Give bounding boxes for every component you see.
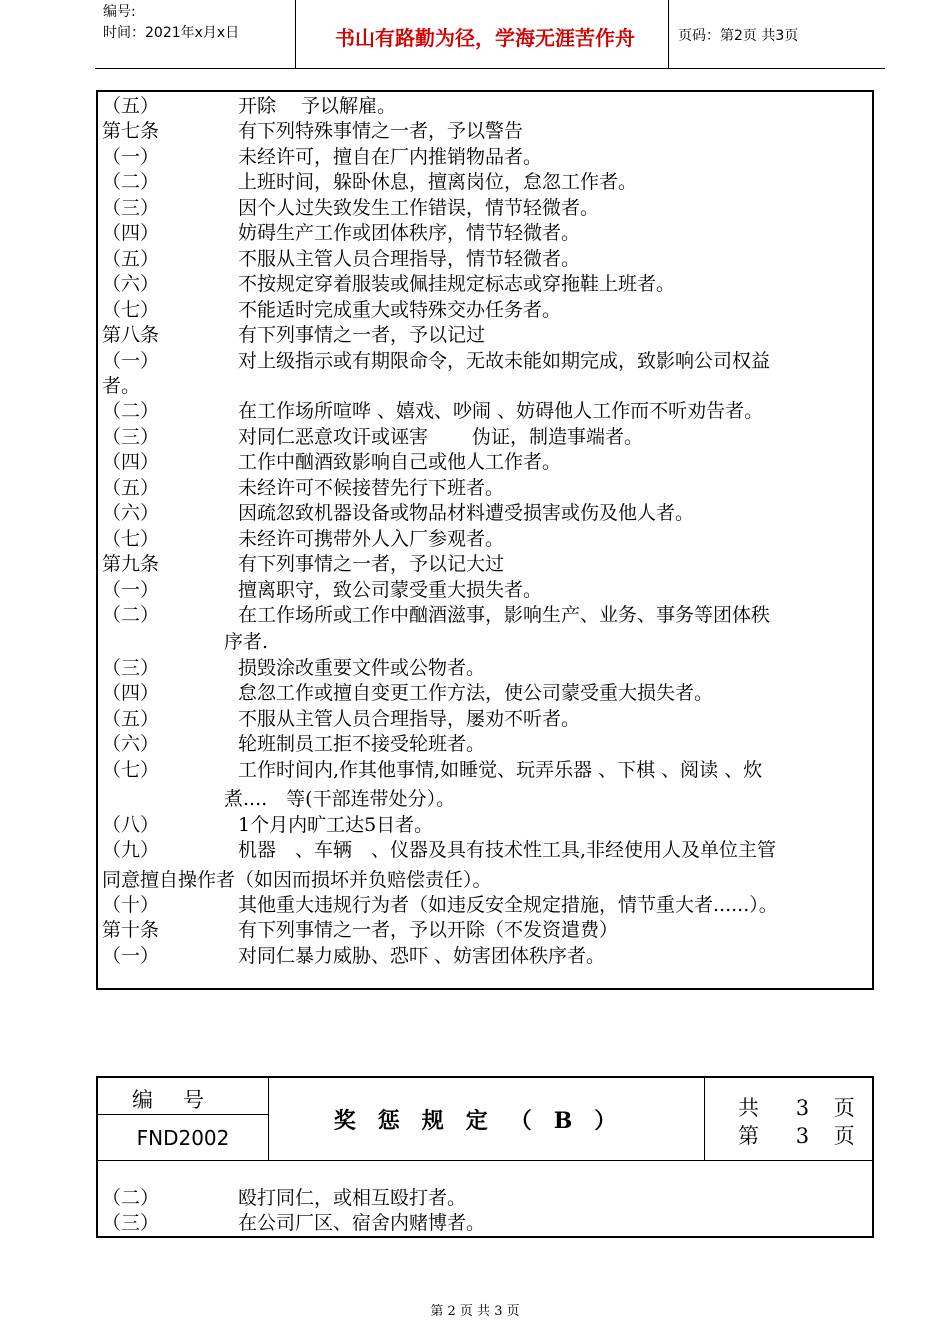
rule-text: 在工作场所喧哗 、嬉戏、吵闹 、妨碍他人工作而不听劝告者。: [238, 400, 764, 423]
rule-label: （五）: [102, 707, 160, 730]
rule-text: 因疏忽致机器设备或物品材料遭受损害或伤及他人者。: [238, 502, 695, 525]
rule-label: 第十条: [102, 919, 160, 942]
rule-text: 同意擅自操作者（如因而损坏并负赔偿责任）。: [102, 868, 492, 891]
rule-label: （四）: [102, 451, 160, 474]
rule-label: （四）: [102, 222, 160, 245]
rule-text: 对同仁暴力威胁、恐吓 、妨害团体秩序者。: [238, 944, 606, 967]
rule-text: 有下列事情之一者，予以开除（不发资遣费）: [238, 919, 619, 942]
code-value: FND2002: [136, 1126, 230, 1150]
total-unit: 页: [833, 1096, 855, 1120]
rule-label: （五）: [102, 95, 160, 117]
header-meta: [103, 2, 239, 44]
page-info: 页码：第2页 共3页: [678, 28, 799, 44]
rule-text: 未经许可携带外人入厂参观者。: [238, 527, 505, 550]
rule-label: （二）: [102, 400, 160, 423]
table-divider: [98, 1114, 268, 1115]
rule-text: 不能适时完成重大或特殊交办任务者。: [238, 298, 562, 321]
rule-text: 工作时间内,作其他事情,如睡觉、玩弄乐器 、下棋 、阅读 、炊: [238, 758, 763, 781]
rule-label: （五）: [102, 476, 160, 499]
header-divider: [668, 0, 669, 68]
rule-text: 煮.... 等(干部连带处分）。: [224, 788, 456, 811]
table-divider: [98, 1160, 872, 1161]
rule-text: 不服从主管人员合理指导，情节轻微者。: [238, 247, 581, 270]
total-value: 3: [795, 1096, 810, 1120]
rule-text: 对同仁恶意攻讦或诬害 伪证，制造事端者。: [238, 425, 644, 448]
code-label: 编号:: [103, 4, 136, 20]
rule-label: 第七条: [102, 120, 160, 143]
rule-label: （八）: [102, 813, 160, 836]
current-page: [738, 1120, 855, 1150]
page-header: [95, 0, 885, 69]
rule-label: 第九条: [102, 553, 160, 576]
rule-label: （六）: [102, 733, 160, 756]
code-header: 编号: [132, 1088, 234, 1112]
rule-text: 上班时间，躲卧休息，擅离岗位，怠忽工作者。: [238, 171, 638, 194]
table-divider: [704, 1078, 705, 1160]
rule-label: （七）: [102, 527, 160, 550]
rule-text: 工作中酗酒致影响自己或他人工作者。: [238, 451, 562, 474]
rule-text: 在公司厂区、宿舍内赌博者。: [238, 1212, 486, 1234]
rule-text: 对上级指示或有期限命令，无故未能如期完成，致影响公司权益: [238, 349, 771, 372]
rule-label: （二）: [102, 1187, 160, 1209]
total-pages: [738, 1092, 855, 1122]
rule-label: （十）: [102, 893, 160, 916]
rule-text: 其他重大违规行为者（如违反安全规定措施，情节重大者......）。: [238, 893, 778, 916]
rule-label: （一）: [102, 944, 160, 967]
doc-header-table: [96, 1076, 874, 1238]
rule-text: 损毁涂改重要文件或公物者。: [238, 656, 486, 679]
doc-title: 奖惩规定（B）: [333, 1108, 639, 1134]
rule-text: 怠忽工作或擅自变更工作方法，使公司蒙受重大损失者。: [238, 682, 714, 705]
rule-label: （三）: [102, 1212, 160, 1234]
rules-box: [96, 90, 874, 990]
rule-label: （二）: [102, 604, 160, 626]
rule-text: 殴打同仁，或相互殴打者。: [238, 1187, 467, 1209]
rule-label: （四）: [102, 682, 160, 705]
rule-text: 机器 、车辆 、仪器及具有技术性工具,非经使用人及单位主管: [238, 839, 777, 862]
rule-text: 不按规定穿着服装或佩挂规定标志或穿拖鞋上班者。: [238, 273, 676, 296]
rule-text: 轮班制员工拒不接受轮班者。: [238, 733, 486, 756]
rule-label: （一）: [102, 145, 160, 168]
rule-label: （二）: [102, 171, 160, 194]
rule-text: 妨碍生产工作或团体秩序，情节轻微者。: [238, 222, 581, 245]
rule-text: 开除 予以解雇。: [238, 95, 397, 117]
rule-label: （三）: [102, 196, 160, 219]
rule-label: （七）: [102, 298, 160, 321]
rule-text: 有下列事情之一者，予以记大过: [238, 553, 505, 576]
rule-text: 有下列特殊事情之一者，予以警告: [238, 120, 524, 143]
rule-text: 在工作场所或工作中酗酒滋事，影响生产、业务、事务等团体秩: [238, 604, 771, 626]
rule-label: （九）: [102, 839, 160, 862]
current-value: 3: [795, 1124, 810, 1148]
current-unit: 页: [833, 1124, 855, 1148]
rule-label: 者。: [102, 374, 141, 397]
rule-label: （六）: [102, 502, 160, 525]
current-label: 第: [738, 1124, 759, 1148]
rule-label: （六）: [102, 273, 160, 296]
time-label: 时间：2021年x月x日: [103, 25, 240, 41]
rule-text: 未经许可，擅自在厂内推销物品者。: [238, 145, 543, 168]
rule-label: （七）: [102, 758, 160, 781]
rule-text: 有下列事情之一者，予以记过: [238, 324, 486, 347]
rule-text: 擅离职守，致公司蒙受重大损失者。: [238, 578, 543, 601]
table-divider: [268, 1078, 269, 1160]
total-label: 共: [738, 1096, 759, 1120]
rule-label: （三）: [102, 425, 160, 448]
rule-text: 序者.: [224, 631, 269, 654]
rule-label: （三）: [102, 656, 160, 679]
motto: 书山有路勤为径，学海无涯苦作舟: [335, 26, 635, 50]
header-divider: [295, 0, 296, 68]
rule-text: 不服从主管人员合理指导，屡劝不听者。: [238, 707, 581, 730]
rule-label: （一）: [102, 578, 160, 601]
rule-label: （五）: [102, 247, 160, 270]
rule-label: （一）: [102, 349, 160, 372]
rule-text: 因个人过失致发生工作错误，情节轻微者。: [238, 196, 600, 219]
rule-label: 第八条: [102, 324, 160, 347]
page-footer: 第 2 页 共 3 页: [430, 1304, 520, 1319]
rule-text: 未经许可不候接替先行下班者。: [238, 476, 505, 499]
rule-text: 1个月内旷工达5日者。: [238, 813, 434, 836]
